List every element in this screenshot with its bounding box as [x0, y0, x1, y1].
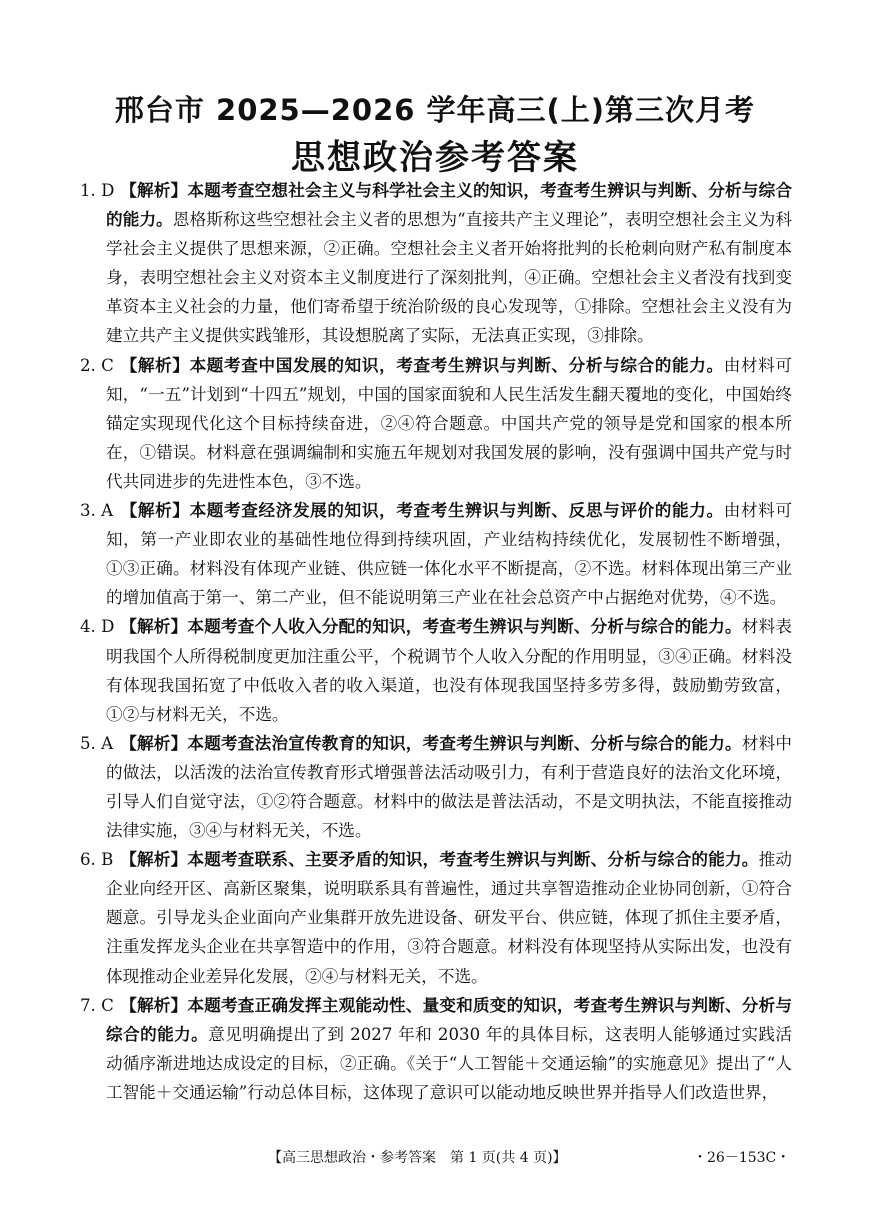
analysis-text: 由材料可知，第一产业即农业的基础性地位得到持续巩固，产业结构持续优化，发展韧性不断增强，①③正确。材料没有体现产业链、供应链一体化水平不断提高，②不选。材料体现出第三产业的增加值高于第一、第二产业，但不能说明第三产业在社会总资产中占据绝对优势，④不选。: [106, 501, 793, 608]
question-focus: 本题考查经济发展的知识，考查考生辨识与判断、反思与评价的能力。: [189, 501, 724, 521]
question-focus: 本题考查空想社会主义与科学社会主义的知识，考查考生辨识与判断、分析与综合的能力。: [106, 181, 792, 230]
analysis-tag: 【解析】: [120, 617, 188, 637]
answer-number: 3. A: [80, 501, 114, 521]
answer-item-4: [80, 612, 792, 728]
answer-item-7: [80, 991, 792, 1107]
answer-item-6: [80, 845, 792, 990]
answer-item-1: [80, 176, 792, 351]
analysis-tag: 【解析】: [120, 355, 190, 375]
analysis-tag: 【解析】: [120, 850, 188, 870]
analysis-text: 材料表明我国个人所得税制度更加注重公平，个税调节个人收入分配的作用明显，③④正确。材料没有体现我国拓宽了中低收入者的收入渠道，也没有体现我国坚持多劳多得，鼓励勤劳致富，①②与材料无关，不选。: [106, 617, 793, 724]
answer-number: 4. D: [80, 617, 115, 637]
answer-item-3: [80, 496, 792, 612]
analysis-text: 材料中的做法，以活泼的法治宣传教育形式增强普法活动吸引力，有利于营造良好的法治文化环境，引导人们自觉守法，①②符合题意。材料中的做法是普法活动，不是文明执法，不能直接推动法律实施，③④与材料无关，不选。: [106, 733, 793, 841]
question-focus: 本题考查中国发展的知识，考查考生辨识与判断、分析与综合的能力。: [189, 355, 724, 375]
question-focus: 本题考查正确发挥主观能动性、量变和质变的知识，考查考生辨识与判断、分析与综合的能力。: [106, 995, 792, 1044]
analysis-text: 意见明确提出了到 2027 年和 2030 年的具体目标，这表明人能够通过实践活动循序渐进地达成设定的目标，②正确。《关于“人工智能＋交通运输”的实施意见》提出了“人工智能＋交通运输”行动总体目标，这体现了意识可以能动地反映世界并指导人们改造世界，: [106, 1024, 792, 1102]
question-focus: 本题考查法治宣传教育的知识，考查考生辨识与判断、分析与综合的能力。: [187, 733, 742, 753]
footer-code: ・26－153C・: [693, 1150, 791, 1166]
analysis-text: 推动企业向经开区、高新区聚集，说明联系具有普遍性，通过共享智造推动企业协同创新，①符合题意。引导龙头企业面向产业集群开放先进设备、研发平台、供应链，体现了抓住主要矛盾，注重发挥龙头企业在共享智造中的作用，③符合题意。材料没有体现坚持从实际出发，也没有体现推动企业差异化发展，②④与材料无关，不选。: [106, 850, 793, 986]
answer-number: 6. B: [80, 850, 114, 870]
exam-title: 邢台市 2025—2026 学年高三(上)第三次月考: [114, 93, 756, 127]
analysis-text: 恩格斯称这些空想社会主义者的思想为“直接共产主义理论”，表明空想社会主义为科学社会主义提供了思想来源，②正确。空想社会主义者开始将批判的长枪刺向财产私有制度本身，表明空想社会主义对资本主义制度进行了深刻批判，④正确。空想社会主义者没有找到变革资本主义社会的力量，他们寄希望于统治阶级的良心发现等，①排除。空想社会主义没有为建立共产主义提供实践雏形，其设想脱离了实际，无法真正实现，③排除。: [106, 210, 792, 346]
analysis-tag: 【解析】: [120, 733, 188, 753]
analysis-tag: 【解析】: [120, 995, 188, 1015]
question-focus: 本题考查个人收入分配的知识，考查考生辨识与判断、分析与综合的能力。: [187, 617, 742, 637]
answer-number: 1. D: [80, 181, 115, 200]
analysis-text: 由材料可知，“一五”计划到“十四五”规划，中国的国家面貌和人民生活发生翻天覆地的变化，中国始终锚定实现现代化这个目标持续奋进，②④符合题意。中国共产党的领导是党和国家的根本所在，①错误。材料意在强调编制和实施五年规划对我国发展的影响，没有强调中国共产党与时代共同进步的先进性本色，③不选。: [106, 355, 793, 491]
analysis-tag: 【解析】: [120, 501, 190, 521]
answer-number: 2. C: [80, 355, 114, 375]
answer-number: 7. C: [80, 995, 114, 1015]
footer-page-info: 【高三思想政治・参考答案 第 1 页(共 4 页)】: [268, 1150, 567, 1166]
answer-item-5: [80, 729, 792, 845]
document-title: 思想政治参考答案: [291, 138, 579, 178]
analysis-tag: 【解析】: [120, 181, 188, 200]
question-focus: 本题考查联系、主要矛盾的知识，考查考生辨识与判断、分析与综合的能力。: [187, 850, 759, 870]
answer-number: 5. A: [80, 733, 114, 753]
answer-list: [80, 176, 792, 1107]
answer-item-2: [80, 351, 792, 496]
